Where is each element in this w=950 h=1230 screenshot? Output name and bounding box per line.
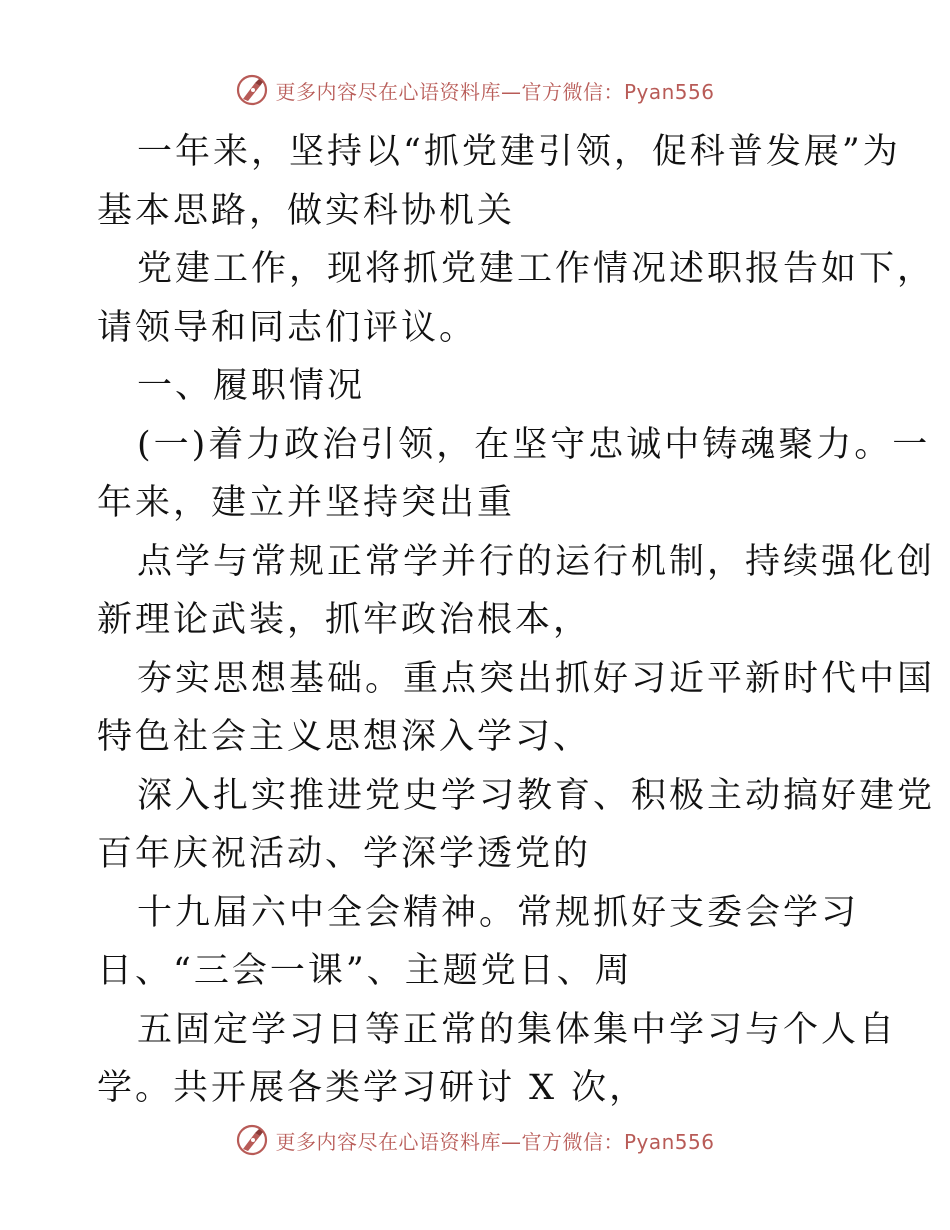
paragraph-line: 五固定学习日等正常的集体集中学习与个人自 [137,1009,898,1050]
paragraph-line: 一年来，坚持以“抓党建引领，促科普发展”为 [137,132,901,172]
pen-nib-icon [235,73,269,107]
paragraph-line: 日、“三会一课”、主题党日、周 [97,951,633,991]
paragraph-line: 请领导和同志们评议。 [97,307,478,348]
watermark-text: 更多内容尽在心语资料库—官方微信：Pyan556 [275,79,715,104]
paragraph-line: 学。共开展各类学习研讨 X 次， [97,1068,648,1108]
paragraph-line: 基本思路，做实科协机关 [97,190,516,231]
paragraph-line: 点学与常规正常学并行的运行机制，持续强化创 [137,541,936,582]
watermark-text: 更多内容尽在心语资料库—官方微信：Pyan556 [275,1129,715,1154]
paragraph-line: 特色社会主义思想深入学习、 [97,717,592,757]
pen-nib-icon [235,1123,269,1157]
paragraph-line: 百年庆祝活动、学深学透党的 [97,834,592,874]
section-heading: 一、履职情况 [137,366,366,406]
paragraph-line: 深入扎实推进党史学习教育、积极主动搞好建党 [137,775,936,816]
paragraph-line: 夯实思想基础。重点突出抓好习近平新时代中国 [137,658,936,699]
paragraph-line: 十九届六中全会精神。常规抓好支委会学习 [137,892,860,933]
watermark-footer [0,1120,950,1160]
subsection-heading: (一)着力政治引领，在坚守忠诚中铸魂聚力。一 [137,424,931,465]
paragraph-line: 年来，建立并坚持突出重 [97,483,516,523]
paragraph-line: 新理论武装，抓牢政治根本， [97,600,592,640]
paragraph-line: 党建工作，现将抓党建工作情况述职报告如下， [137,249,936,289]
watermark-header [0,70,950,110]
document-body [97,123,936,1118]
